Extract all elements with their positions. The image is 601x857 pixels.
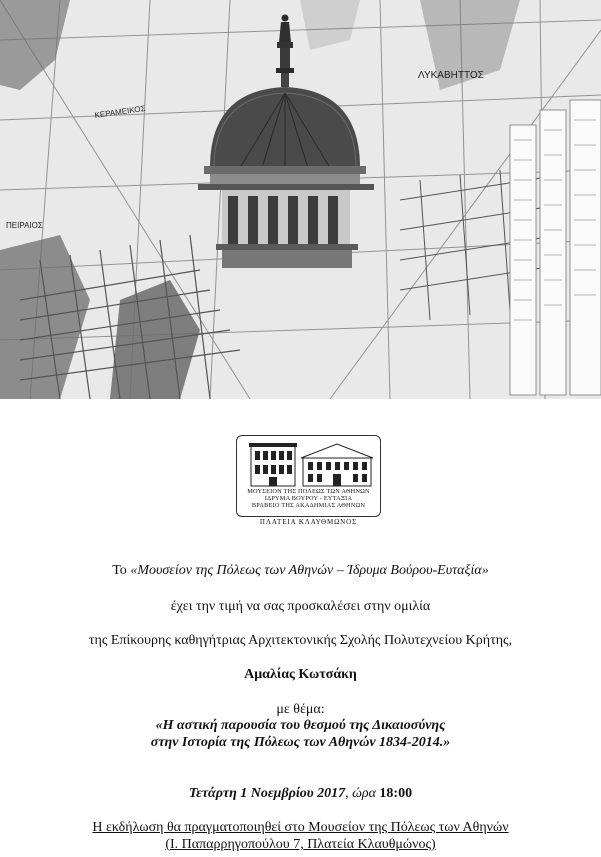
hero-collage-image [0, 0, 601, 399]
logo-name-line3: ΒΡΑΒΕΙΟ ΤΗΣ ΑΚΑΔΗΜΙΑΣ ΑΘΗΝΩΝ [251, 502, 366, 509]
speaker-name: Αμαλίας Κωτσάκη [244, 667, 357, 682]
host-prefix: Το [112, 563, 131, 578]
talk-title-line1: «Η αστική παρουσία του θεσμού της Δικαιοσύνης [155, 718, 446, 733]
map-label-lykabettos: ΛΥΚΑΒΗΤΤΟΣ [418, 70, 484, 81]
map-label-keramikos: ΚΕΡΑΜΕΙΚΟΣ [94, 103, 147, 120]
map-label-peiraios: ΠΕΙΡΑΙΟΣ [6, 221, 43, 230]
logo-subtitle: ΠΛΑΤΕΙΑ ΚΛΑΥΘΜΩΝΟΣ [259, 518, 358, 526]
event-datetime [0, 785, 601, 803]
invitation-line-honor: έχει την τιμή να σας προσκαλέσει στην ομιλία [170, 599, 431, 614]
event-time-prefix: , ώρα [345, 786, 380, 801]
logo-name-line2: ΙΔΡΥΜΑ ΒΟΥΡΟΥ - ΕΥΤΑΞΙΑ [264, 495, 353, 502]
logo-frame [236, 435, 381, 517]
venue-line1: Η εκδήλωση θα πραγματοποιηθεί στο Μουσείον της Πόλεως των Αθηνών [92, 820, 509, 835]
logo-museum-name [237, 488, 380, 509]
venue-line2: (Ι. Παπαρρηγοπούλου 7, Πλατεία Κλαυθμώνος) [165, 837, 436, 852]
invitation-line-speaker-role: της Επίκουρης καθηγήτριας Αρχιτεκτονικής Σχολής Πολυτεχνείου Κρήτης, [88, 633, 513, 648]
invitation-line-host [0, 562, 601, 580]
museum-building-icon [237, 436, 380, 488]
museum-name: «Μουσείον της Πόλεως των Αθηνών – Ίδρυμα Βούρου-Ευταξία» [130, 563, 489, 578]
event-date: Τετάρτη 1 Νοεμβρίου 2017 [188, 786, 346, 801]
museum-logo [236, 435, 381, 528]
event-time: 18:00 [379, 786, 413, 801]
topic-intro: με θέμα: [276, 702, 325, 717]
talk-title-line2: στην Ιστορία της Πόλεως των Αθηνών 1834-2014.» [150, 735, 451, 750]
logo-name-line1: ΜΟΥΣΕΙΟΝ ΤΗΣ ΠΟΛΕΩΣ ΤΩΝ ΑΘΗΝΩΝ [247, 488, 370, 495]
dome-map-collage [0, 0, 601, 399]
